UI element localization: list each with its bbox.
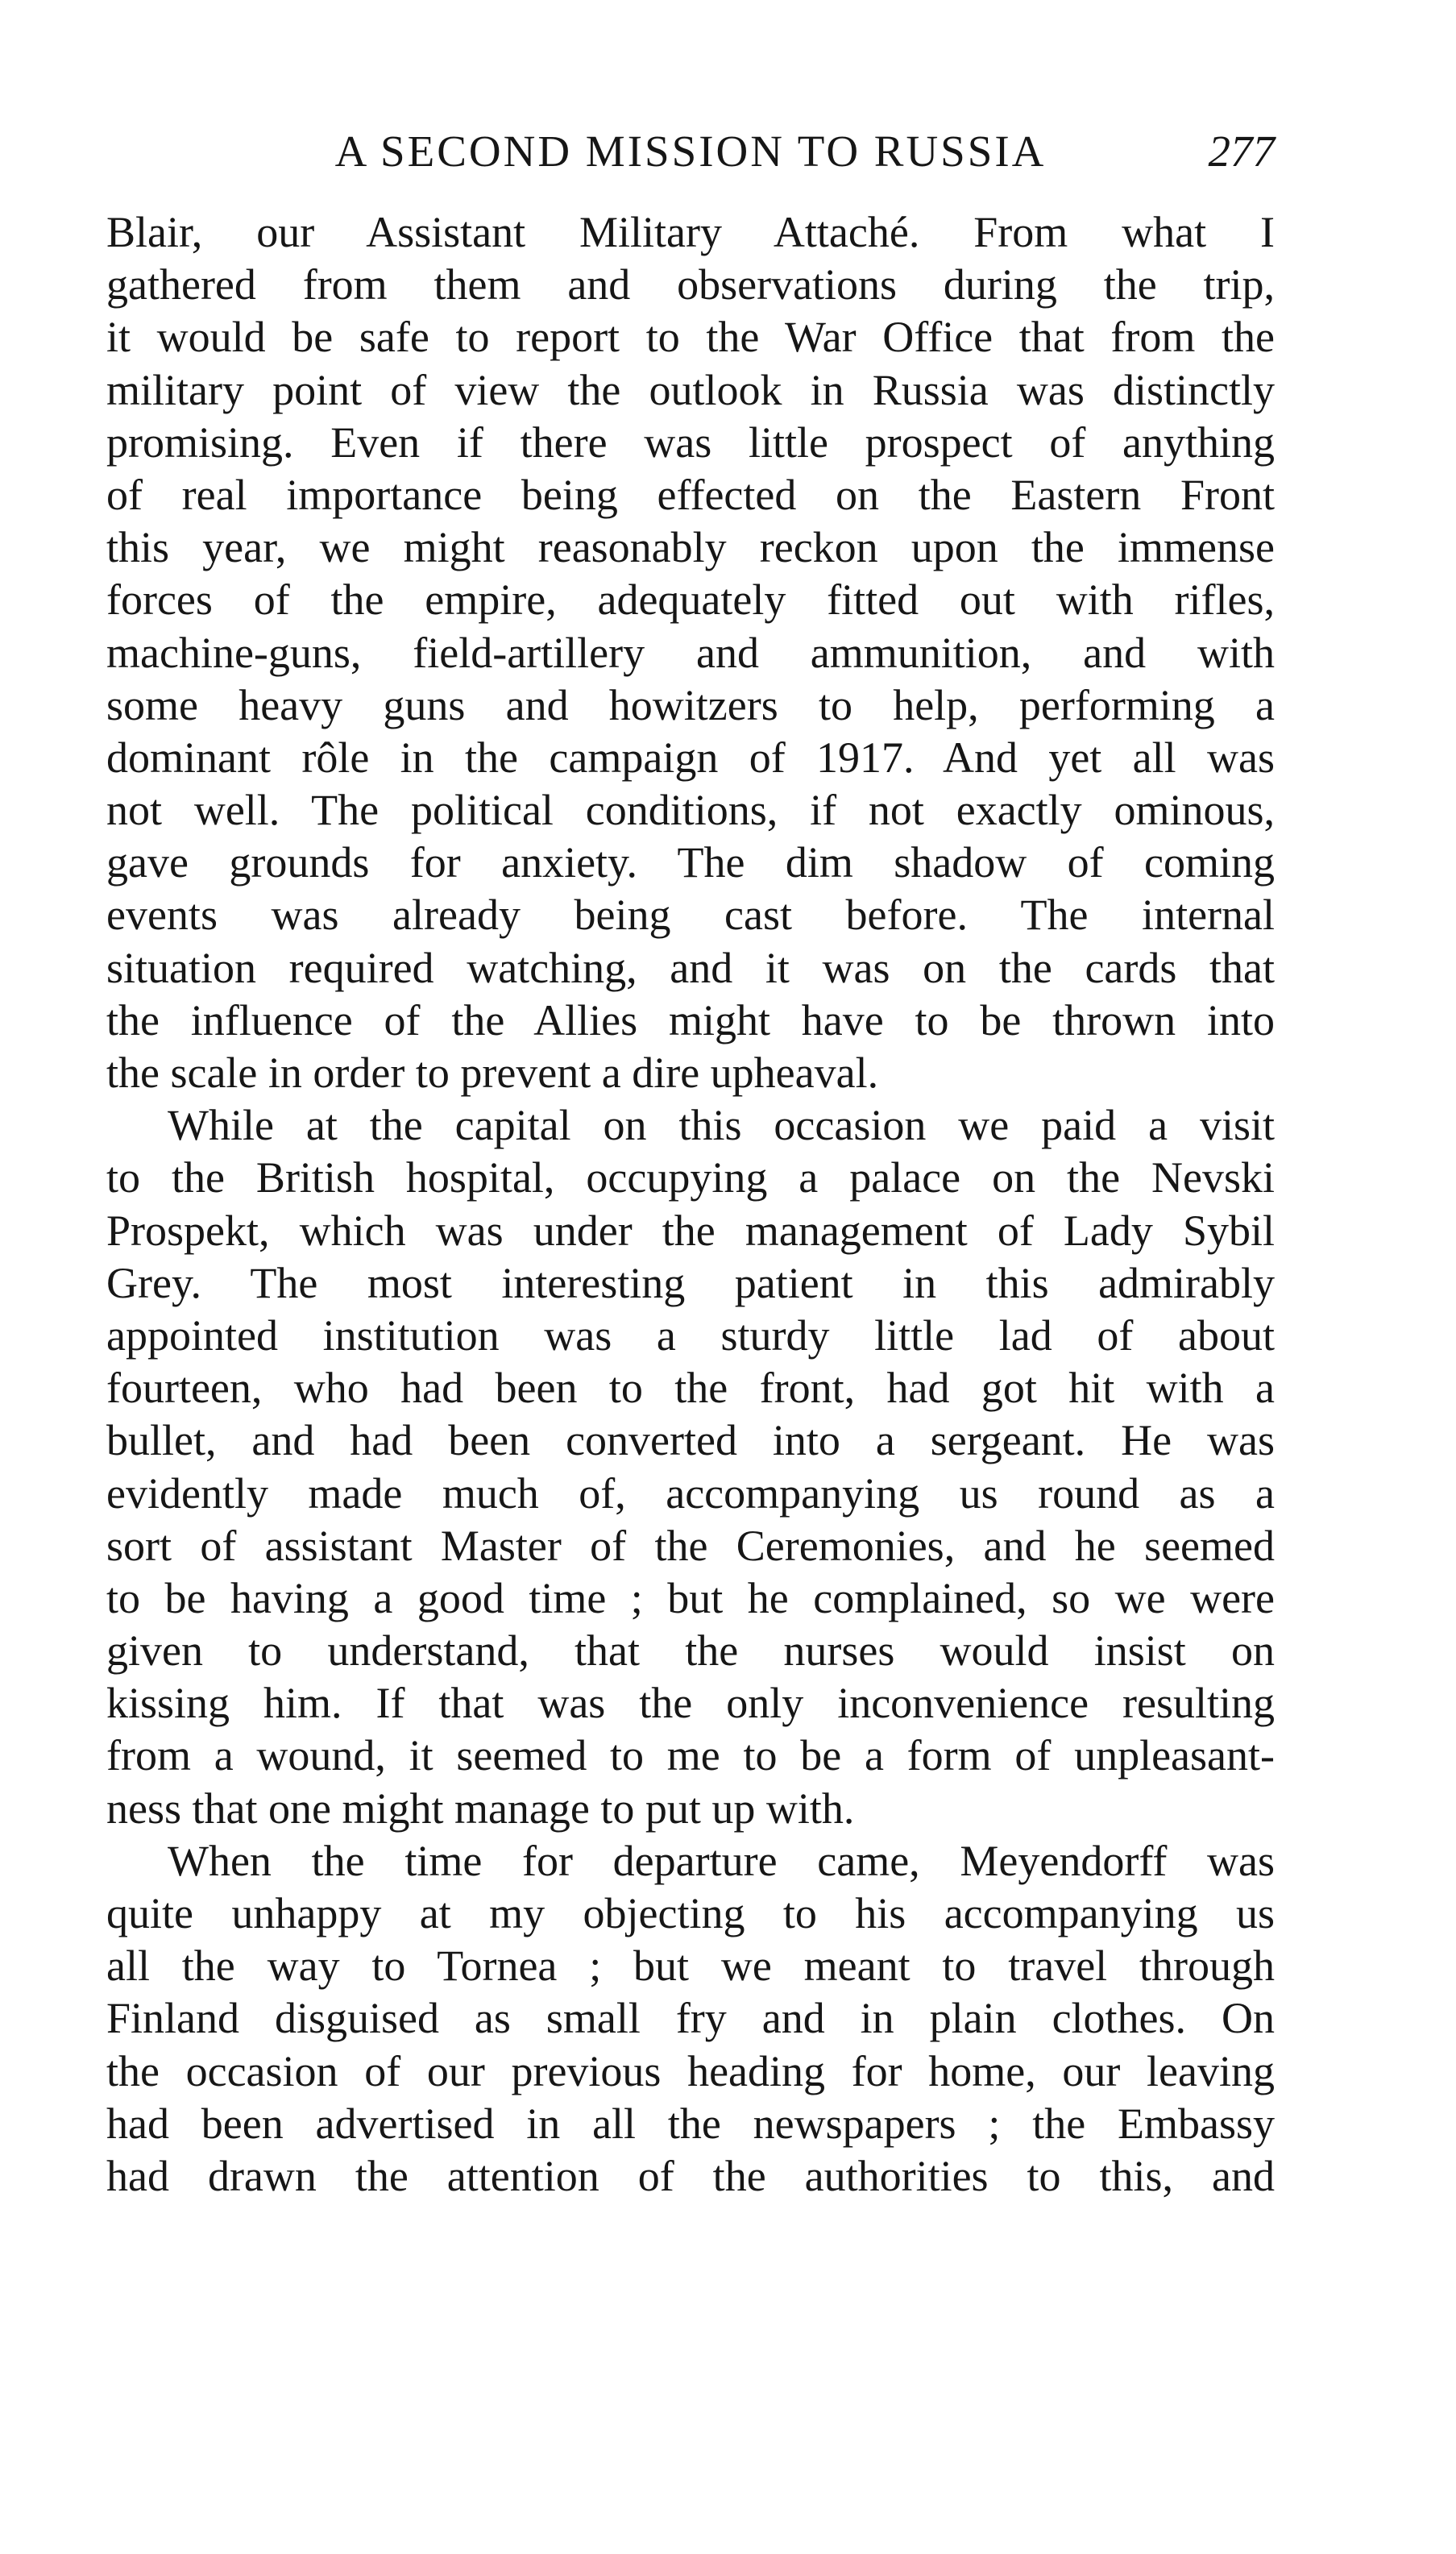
- text-line: kissing him. If that was the only inconvenience resulting: [106, 1679, 1275, 1728]
- text-line: Grey. The most interesting patient in this admirably: [106, 1258, 1275, 1307]
- text-line: the occasion of our previous heading for home, our leaving: [106, 2046, 1275, 2095]
- running-head: [106, 119, 1275, 184]
- paragraph-2: [106, 1099, 1275, 1835]
- page-number: 277: [1208, 127, 1275, 176]
- text-line: promising. Even if there was little prospect of anything: [106, 417, 1275, 467]
- text-line: to be having a good time ; but he complained, so we were: [106, 1573, 1275, 1622]
- text-line: this year, we might reasonably reckon upon the immense: [106, 523, 1275, 572]
- text-line: the influence of the Allies might have to be thrown into: [106, 995, 1275, 1044]
- paragraph-1: [106, 206, 1275, 1099]
- text-line: While at the capital on this occasion we paid a visit: [168, 1101, 1275, 1150]
- text-line: appointed institution was a sturdy little lad of about: [106, 1310, 1275, 1360]
- text-line: fourteen, who had been to the front, had got hit with a: [106, 1364, 1275, 1413]
- body-text: [106, 206, 1275, 2203]
- text-line: sort of assistant Master of the Ceremonies, and he seemed: [106, 1521, 1275, 1570]
- text-line: had drawn the attention of the authorities to this, and: [106, 2151, 1275, 2200]
- text-line: ness that one might manage to put up with.: [106, 1784, 855, 1833]
- text-line: all the way to Tornea ; but we meant to travel through: [106, 1941, 1275, 1991]
- text-line: Prospekt, which was under the management of Lady Sybil: [106, 1206, 1275, 1255]
- text-line: of real importance being effected on the Eastern Front: [106, 470, 1275, 519]
- text-line: machine-guns, field-artillery and ammunition, and with: [106, 628, 1275, 677]
- paragraph-3: [106, 1835, 1275, 2203]
- text-line: events was already being cast before. The internal: [106, 891, 1275, 940]
- text-line: Blair, our Assistant Military Attaché. From what I: [106, 208, 1275, 256]
- text-line: gathered from them and observations during the trip,: [106, 260, 1275, 309]
- chapter-title: A SECOND MISSION TO RUSSIA: [334, 127, 1047, 176]
- text-line: gave grounds for anxiety. The dim shadow of coming: [106, 838, 1275, 887]
- text-line: the scale in order to prevent a dire upheaval.: [106, 1049, 879, 1097]
- text-line: dominant rôle in the campaign of 1917. And yet all was: [106, 733, 1275, 782]
- text-line: some heavy guns and howitzers to help, performing a: [106, 680, 1275, 729]
- text-line: evidently made much of, accompanying us round as a: [106, 1468, 1275, 1518]
- text-line: forces of the empire, adequately fitted out with rifles,: [106, 575, 1275, 625]
- text-line: had been advertised in all the newspapers ; the Embassy: [106, 2099, 1275, 2148]
- text-line: When the time for departure came, Meyendorff was: [168, 1836, 1275, 1885]
- text-line: from a wound, it seemed to me to be a form of unpleasant-: [106, 1731, 1275, 1780]
- text-line: bullet, and had been converted into a sergeant. He was: [106, 1416, 1275, 1465]
- text-line: quite unhappy at my objecting to his accompanying us: [106, 1889, 1275, 1937]
- text-line: it would be safe to report to the War Office that from the: [106, 313, 1275, 362]
- text-line: not well. The political conditions, if not exactly ominous,: [106, 786, 1275, 835]
- text-line: situation required watching, and it was on the cards that: [106, 943, 1275, 992]
- text-line: military point of view the outlook in Russia was distinctly: [106, 365, 1275, 414]
- text-line: to the British hospital, occupying a palace on the Nevski: [106, 1153, 1275, 1202]
- text-line: given to understand, that the nurses would insist on: [106, 1626, 1275, 1676]
- text-line: Finland disguised as small fry and in plain clothes. On: [106, 1994, 1275, 2043]
